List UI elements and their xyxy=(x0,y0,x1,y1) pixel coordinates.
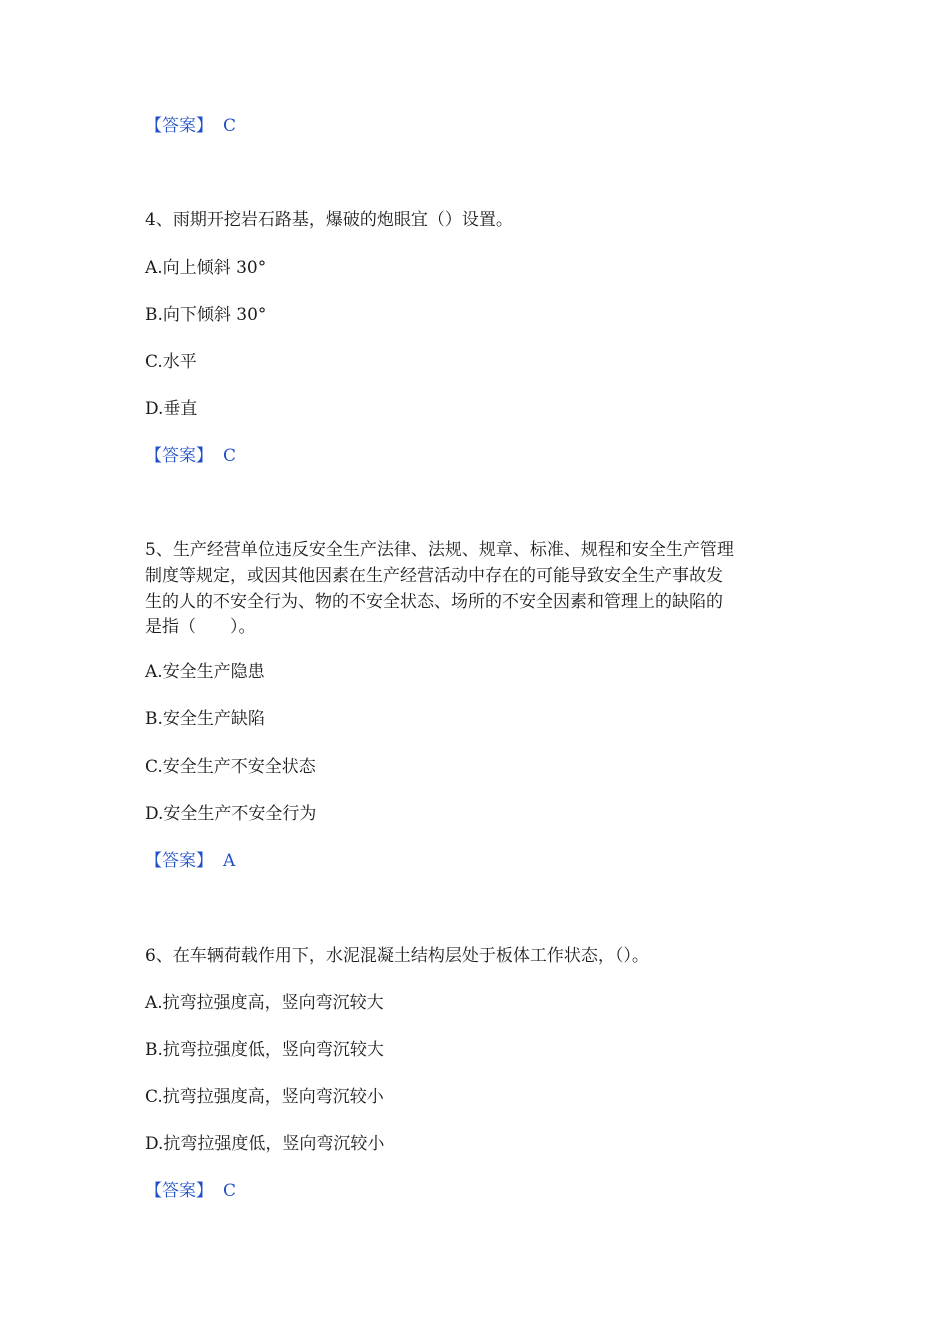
question-5-text-line-1: 5、生产经营单位违反安全生产法律、法规、规章、标准、规程和安全生产管理 xyxy=(145,540,734,560)
answer-label: 【答案】 xyxy=(145,1181,213,1201)
question-4-option-a: A.向上倾斜 30° xyxy=(145,258,267,278)
question-6-text: 6、在车辆荷载作用下，水泥混凝土结构层处于板体工作状态，（）。 xyxy=(145,946,649,966)
question-5-option-a: A.安全生产隐患 xyxy=(145,662,265,682)
question-5-text-line-3: 生的人的不安全行为、物的不安全状态、场所的不安全因素和管理上的缺陷的 xyxy=(145,592,723,612)
question-4-option-b: B.向下倾斜 30° xyxy=(145,305,267,325)
answer-label: 【答案】 xyxy=(145,446,213,466)
answer-label: 【答案】 xyxy=(145,851,213,871)
question-5-answer xyxy=(145,849,235,873)
question-5-text-line-2: 制度等规定，或因其他因素在生产经营活动中存在的可能导致安全生产事故发 xyxy=(145,566,723,586)
answer-value: C xyxy=(223,116,237,136)
question-5-option-d: D.安全生产不安全行为 xyxy=(145,804,317,824)
question-4-option-c: C.水平 xyxy=(145,352,197,372)
answer-line xyxy=(145,114,236,138)
answer-value: C xyxy=(223,446,237,466)
question-6-answer xyxy=(145,1179,236,1203)
answer-label: 【答案】 xyxy=(145,116,213,136)
question-4-text: 4、雨期开挖岩石路基，爆破的炮眼宜（）设置。 xyxy=(145,210,513,230)
question-6-option-c: C.抗弯拉强度高，竖向弯沉较小 xyxy=(145,1087,384,1107)
question-6-option-a: A.抗弯拉强度高，竖向弯沉较大 xyxy=(145,993,384,1013)
answer-value: C xyxy=(223,1181,237,1201)
question-5-option-c: C.安全生产不安全状态 xyxy=(145,757,316,777)
question-6-option-d: D.抗弯拉强度低，竖向弯沉较小 xyxy=(145,1134,385,1154)
question-4-answer xyxy=(145,444,236,468)
question-4-option-d: D.垂直 xyxy=(145,399,198,419)
question-5-option-b: B.安全生产缺陷 xyxy=(145,709,265,729)
question-6-option-b: B.抗弯拉强度低，竖向弯沉较大 xyxy=(145,1040,384,1060)
answer-value: A xyxy=(223,851,236,871)
question-5-text-line-4: 是指（ ）。 xyxy=(145,617,256,637)
